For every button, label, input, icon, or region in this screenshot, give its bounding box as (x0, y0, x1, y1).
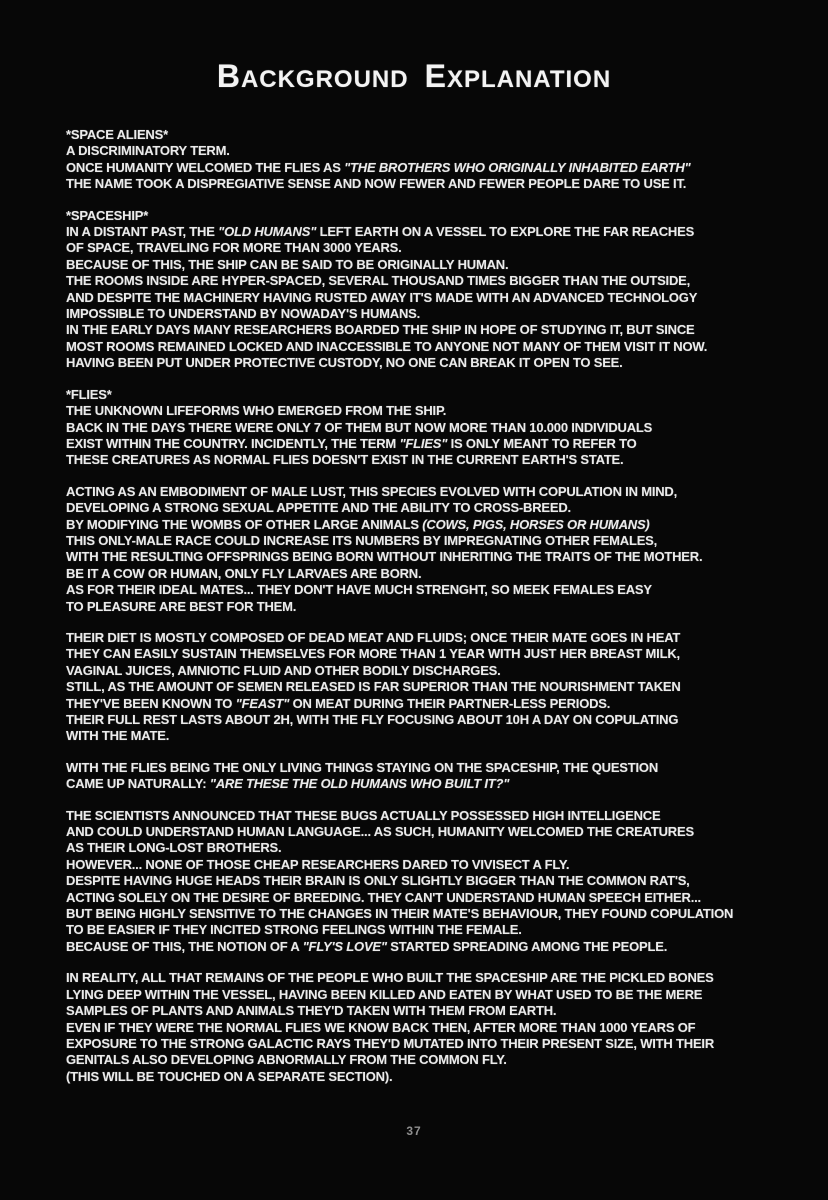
text-line (66, 970, 806, 986)
text-segment: AS THEIR LONG-LOST BROTHERS. (66, 840, 282, 856)
text-line (66, 403, 806, 419)
text-segment: IN REALITY, ALL THAT REMAINS OF THE PEOPLE WHO BUILT THE SPACESHIP ARE THE PICKLED BONES (66, 970, 714, 986)
text-segment: THEY CAN EASILY SUSTAIN THEMSELVES FOR MORE THAN 1 YEAR WITH JUST HER BREAST MILK, (66, 646, 680, 662)
text-section (66, 208, 806, 372)
text-segment: AND DESPITE THE MACHINERY HAVING RUSTED AWAY IT'S MADE WITH AN ADVANCED TECHNOLOGY (66, 289, 698, 305)
text-line (66, 906, 806, 922)
text-segment: AS FOR THEIR IDEAL MATES... THEY DON'T HAVE MUCH STRENGHT, SO MEEK FEMALES EASY (66, 582, 652, 598)
body-text (66, 127, 806, 1085)
text-segment: THE UNKNOWN LIFEFORMS WHO EMERGED FROM THE SHIP. (66, 403, 447, 419)
text-segment: GENITALS ALSO DEVELOPING ABNORMALLY FROM THE COMMON FLY. (66, 1052, 507, 1068)
text-line (66, 663, 806, 679)
text-segment: EXPOSURE TO THE STRONG GALACTIC RAYS THEY'D MUTATED INTO THEIR PRESENT SIZE, WITH THEIR (66, 1035, 715, 1051)
text-segment: WITH THE MATE. (66, 728, 170, 744)
text-line (66, 240, 806, 256)
text-line (66, 857, 806, 873)
title-word: EXPLANATION (424, 58, 612, 94)
text-line (66, 517, 806, 533)
text-segment: THE ROOMS INSIDE ARE HYPER-SPACED, SEVERAL THOUSAND TIMES BIGGER THAN THE OUTSIDE, (66, 273, 691, 289)
text-segment: WITH THE FLIES BEING THE ONLY LIVING THINGS STAYING ON THE SPACESHIP, THE QUESTION (66, 759, 659, 775)
paragraph (66, 760, 806, 793)
text-segment: TO PLEASURE ARE BEST FOR THEM. (66, 598, 297, 614)
text-segment: AND COULD UNDERSTAND HUMAN LANGUAGE... AS SUCH, HUMANITY WELCOMED THE CREATURES (66, 824, 694, 840)
italic-text-segment: "FEAST" (235, 695, 290, 711)
text-line (66, 549, 806, 565)
text-segment: DESPITE HAVING HUGE HEADS THEIR BRAIN IS ONLY SLIGHTLY BIGGER THAN THE COMMON RAT'S, (66, 873, 690, 889)
text-line (66, 582, 806, 598)
text-segment: THESE CREATURES AS NORMAL FLIES DOESN'T EXIST IN THE CURRENT EARTH'S STATE. (66, 452, 624, 468)
text-segment: THE NAME TOOK A DISPREGIATIVE SENSE AND NOW FEWER AND FEWER PEOPLE DARE TO USE IT. (66, 176, 687, 192)
italic-text-segment: "FLY'S LOVE" (302, 938, 387, 954)
paragraph (66, 630, 806, 745)
italic-text-segment: "ARE THESE THE OLD HUMANS WHO BUILT IT?" (209, 776, 510, 792)
text-line (66, 1003, 806, 1019)
text-segment: ACTING AS AN EMBODIMENT OF MALE LUST, THIS SPECIES EVOLVED WITH COPULATION IN MIND, (66, 483, 678, 499)
text-line (66, 290, 806, 306)
text-line (66, 987, 806, 1003)
text-segment: THE SCIENTISTS ANNOUNCED THAT THESE BUGS ACTUALLY POSSESSED HIGH INTELLIGENCE (66, 807, 661, 823)
text-segment: IN A DISTANT PAST, THE (66, 224, 219, 240)
text-line (66, 760, 806, 776)
paragraph (66, 970, 806, 1085)
text-segment: LYING DEEP WITHIN THE VESSEL, HAVING BEEN KILLED AND EATEN BY WHAT USED TO BE THE MERE (66, 986, 703, 1002)
text-segment: DEVELOPING A STRONG SEXUAL APPETITE AND THE ABILITY TO CROSS-BREED. (66, 500, 571, 516)
italic-text-segment: "THE BROTHERS WHO ORIGINALLY INHABITED EARTH" (344, 159, 691, 175)
text-line (66, 339, 806, 355)
text-segment: THEY'VE BEEN KNOWN TO (66, 695, 236, 711)
text-line (66, 533, 806, 549)
text-segment: HOWEVER... NONE OF THOSE CHEAP RESEARCHERS DARED TO VIVISECT A FLY. (66, 856, 570, 872)
text-line (66, 1036, 806, 1052)
text-segment: VAGINAL JUICES, AMNIOTIC FLUID AND OTHER BODILY DISCHARGES. (66, 662, 501, 678)
italic-text-segment: (COWS, PIGS, HORSES OR HUMANS) (422, 516, 650, 532)
text-line (66, 646, 806, 662)
text-segment: BY MODIFYING THE WOMBS OF OTHER LARGE ANIMALS (66, 516, 423, 532)
paragraph (66, 403, 806, 469)
text-line (66, 939, 806, 955)
text-segment: ACTING SOLELY ON THE DESIRE OF BREEDING. THEY CAN'T UNDERSTAND HUMAN SPEECH EITHER... (66, 889, 701, 905)
text-line (66, 890, 806, 906)
paragraph (66, 808, 806, 956)
text-segment: BECAUSE OF THIS, THE NOTION OF A (66, 938, 303, 954)
text-line (66, 143, 806, 159)
text-line (66, 566, 806, 582)
text-segment: BE IT A COW OR HUMAN, ONLY FLY LARVAES ARE BORN. (66, 565, 422, 581)
text-segment: IN THE EARLY DAYS MANY RESEARCHERS BOARDED THE SHIP IN HOPE OF STUDYING IT, BUT SINCE (66, 322, 695, 338)
text-segment: LEFT EARTH ON A VESSEL TO EXPLORE THE FAR REACHES (316, 224, 695, 240)
text-line (66, 436, 806, 452)
title-word: BACKGROUND (216, 58, 409, 94)
page-title (0, 56, 828, 100)
text-segment: IS ONLY MEANT TO REFER TO (447, 435, 637, 451)
text-line (66, 776, 806, 792)
text-segment: EVEN IF THEY WERE THE NORMAL FLIES WE KNOW BACK THEN, AFTER MORE THAN 1000 YEARS OF (66, 1019, 696, 1035)
text-line (66, 679, 806, 695)
paragraph (66, 484, 806, 615)
text-segment: HAVING BEEN PUT UNDER PROTECTIVE CUSTODY, NO ONE CAN BREAK IT OPEN TO SEE. (66, 355, 623, 371)
text-line (66, 160, 806, 176)
section-header: *SPACE ALIENS* (66, 127, 168, 142)
text-line (66, 1020, 806, 1036)
text-segment: BACK IN THE DAYS THERE WERE ONLY 7 OF THEM BUT NOW MORE THAN 10.000 INDIVIDUALS (66, 419, 653, 435)
text-section (66, 387, 806, 1085)
page-number: 37 (406, 1124, 422, 1138)
text-line (66, 306, 806, 322)
section-header: *FLIES* (66, 386, 112, 402)
italic-text-segment: "FLIES" (399, 435, 448, 451)
paragraph (66, 224, 806, 372)
italic-text-segment: "OLD HUMANS" (218, 224, 317, 240)
text-line (66, 355, 806, 371)
text-line (66, 257, 806, 273)
text-segment: THIS ONLY-MALE RACE COULD INCREASE ITS NUMBERS BY IMPREGNATING OTHER FEMALES, (66, 532, 658, 548)
text-line (66, 599, 806, 615)
text-line (66, 420, 806, 436)
text-line (66, 452, 806, 468)
text-segment: ON MEAT DURING THEIR PARTNER-LESS PERIODS. (289, 695, 611, 711)
text-line (66, 824, 806, 840)
text-line (66, 922, 806, 938)
text-line (66, 630, 806, 646)
text-line (66, 224, 806, 240)
text-line (66, 500, 806, 516)
text-segment: THEIR FULL REST LASTS ABOUT 2H, WITH THE FLY FOCUSING ABOUT 10H A DAY ON COPULATING (66, 712, 679, 727)
text-line (66, 322, 806, 338)
text-segment: TO BE EASIER IF THEY INCITED STRONG FEELINGS WITHIN THE FEMALE. (66, 922, 522, 938)
text-line (66, 176, 806, 192)
text-section (66, 127, 806, 193)
text-segment: ONCE HUMANITY WELCOMED THE FLIES AS (66, 159, 345, 175)
text-line (66, 840, 806, 856)
text-segment: BUT BEING HIGHLY SENSITIVE TO THE CHANGES IN THEIR MATE'S BEHAVIOUR, THEY FOUND COPULATION (66, 906, 734, 922)
text-segment: IMPOSSIBLE TO UNDERSTAND BY NOWADAY'S HUMANS. (66, 306, 421, 322)
text-segment: CAME UP NATURALLY: (66, 776, 210, 792)
text-line (66, 728, 806, 744)
text-segment: A DISCRIMINATORY TERM. (66, 143, 230, 159)
text-line (66, 712, 806, 728)
text-line (66, 273, 806, 289)
text-segment: BECAUSE OF THIS, THE SHIP CAN BE SAID TO BE ORIGINALLY HUMAN. (66, 256, 509, 272)
text-line (66, 873, 806, 889)
text-line (66, 696, 806, 712)
text-line (66, 808, 806, 824)
text-segment: (THIS WILL BE TOUCHED ON A SEPARATE SECTION). (66, 1068, 393, 1084)
text-segment: OF SPACE, TRAVELING FOR MORE THAN 3000 YEARS. (66, 240, 402, 256)
text-segment: EXIST WITHIN THE COUNTRY. INCIDENTLY, THE TERM (66, 435, 400, 451)
text-line (66, 1052, 806, 1068)
text-line (66, 484, 806, 500)
paragraph (66, 143, 806, 192)
section-header: *SPACESHIP* (66, 207, 149, 223)
text-line (66, 1069, 806, 1085)
text-segment: STILL, AS THE AMOUNT OF SEMEN RELEASED IS FAR SUPERIOR THAN THE NOURISHMENT TAKEN (66, 679, 681, 695)
text-segment: WITH THE RESULTING OFFSPRINGS BEING BORN WITHOUT INHERITING THE TRAITS OF THE MOTHER. (66, 549, 703, 565)
text-segment: THEIR DIET IS MOSTLY COMPOSED OF DEAD MEAT AND FLUIDS; ONCE THEIR MATE GOES IN HEAT (66, 629, 681, 645)
text-segment: STARTED SPREADING AMONG THE PEOPLE. (386, 938, 668, 954)
text-segment: SAMPLES OF PLANTS AND ANIMALS THEY'D TAKEN WITH THEM FROM EARTH. (66, 1003, 557, 1019)
text-segment: MOST ROOMS REMAINED LOCKED AND INACCESSIBLE TO ANYONE NOT MANY OF THEM VISIT IT NOW. (66, 338, 708, 354)
